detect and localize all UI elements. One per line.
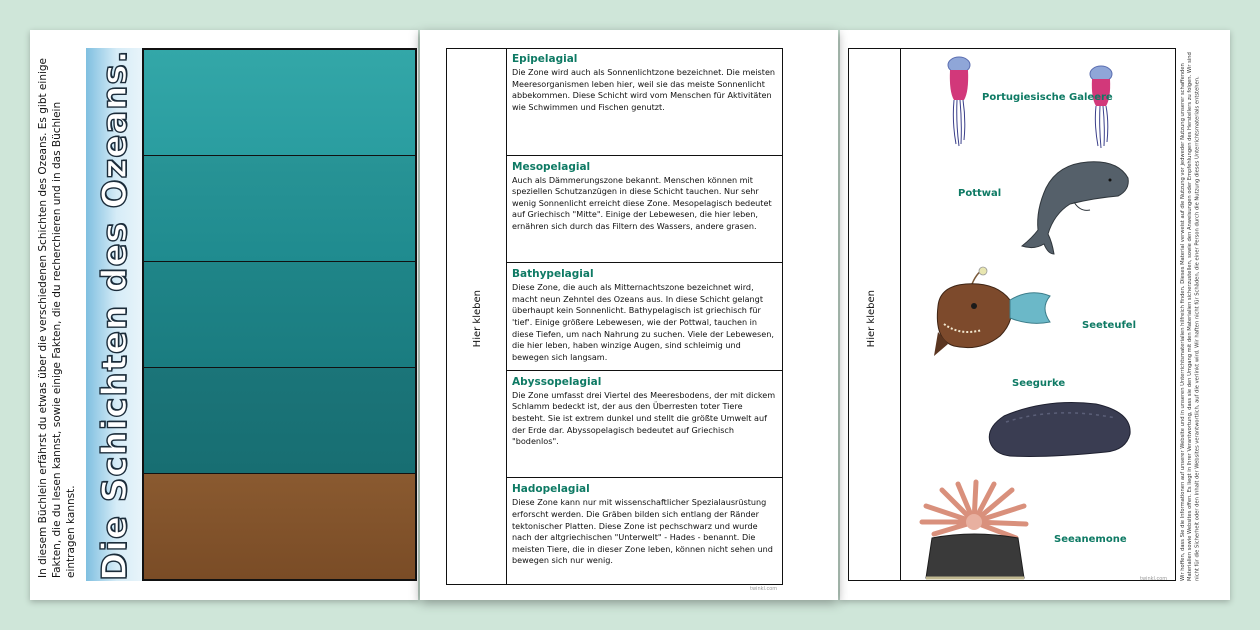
zone-title: Abyssopelagial xyxy=(512,375,602,388)
animal-label: Seeteufel xyxy=(1082,320,1137,331)
glue-label: Hier kleben xyxy=(472,290,483,348)
zone-epipelagial xyxy=(507,48,783,156)
ocean-layers-panel xyxy=(142,48,417,581)
disclaimer-text: Wir hoffen, dass Sie die Informationen auf unserer Website und in unseren Unterrichtsmaterialien hilfreich finden. Dieses Material verweist auf die Nutzung vor jedweder Nutzung unserer schaffenden Materialien sowie Websites offen. Es liegt in Ihrer Verantwortung, dass sie den Umgang mit den Materialien sicherzustellen, sowie den Anweisungen oder Empfehlungen des Herstellers zu folgen. Wir sind nicht für die Sicherheit oder den Inhalt der Websites verantwortlich, auf die verlinkt wird. Wir haften nicht für Schäden, die einer Person durch die Nutzung dieses Unterrichtsmaterials entstehen. xyxy=(1180,52,1201,581)
intro-text: In diesem Büchlein erfährst du etwas über die verschiedenen Schichten des Ozeans. Es gibt einige Fakten, die du lesen kannst, sowie einige Fakten, die du recherchieren und in das Büchlein eintragen kannst. xyxy=(37,57,77,578)
footer-url: twinkl.com xyxy=(750,586,778,592)
sea-anemone-icon xyxy=(914,478,1040,580)
sea-cucumber-icon xyxy=(986,398,1134,460)
zone-text: Die Zone wird auch als Sonnenlichtzone bezeichnet. Die meisten Meeresorganismen leben hier, weil sie das meiste Sonnenlicht abbekommen. Diese Schicht wird vom Menschen für Aktivitäten wie Schwimmen und Fischen genutzt. xyxy=(512,67,776,112)
zone-text: Diese Zone, die auch als Mitternachtszone bezeichnet wird, macht neun Zehntel des Ozeans aus. In diese Schicht gelangt überhaupt kein Sonnenlicht. Bathypelagisch ist griechisch für 'tief'. Einige größere Lebewesen, wie der Pottwal, tauchen in diese Tiefen, um nach Nahrung zu suchen. Viele der Lebewesen, die hier leben, haben winzige Augen, sind schleimig und bewegen sich langsam. xyxy=(512,282,774,362)
zone-title: Hadopelagial xyxy=(512,483,590,496)
animal-label: Portugiesische Galeere xyxy=(982,92,1113,103)
zone-hadopelagial xyxy=(507,478,783,585)
zone-abyssopelagial xyxy=(507,371,783,479)
band-hadopelagic xyxy=(144,474,415,579)
band-epipelagic xyxy=(144,50,415,156)
animal-label: Seegurke xyxy=(1012,378,1066,389)
zone-bathypelagial xyxy=(507,263,783,371)
zone-mesopelagial xyxy=(507,156,783,264)
animal-label: Pottwal xyxy=(958,188,1002,199)
glue-label: Hier kleben xyxy=(866,290,877,348)
footer-url: twinkl.com xyxy=(1140,576,1168,582)
band-abyssopelagic xyxy=(144,368,415,474)
page-title: Die Schichten des Ozeans. xyxy=(95,49,135,581)
zones-list xyxy=(507,48,783,585)
zone-text: Diese Zone kann nur mit wissenschaftlicher Spezialausrüstung erforscht werden. Die Gräben bilden sich entlang der Ränder tektonischer Platten. Diese Zone ist pechschwarz und wurde nach der altgriechischen "Unterwelt" - Hades - benannt. Die meisten Tiere, die in dieser Zone leben, können nicht sehen und bewegen sich nur wenig. xyxy=(512,497,773,566)
zone-title: Epipelagial xyxy=(512,53,578,65)
zone-text: Auch als Dämmerungszone bekannt. Menschen können mit speziellen Schutzanzügen in diese Schicht tauchen. Nur sehr wenig Sonnenlicht erreicht diese Zone. Mesopelagisch bedeutet auf Griechisch "Mitte". Einige der Lebewesen, die hier leben, ernähren sich durch das Filtern des Wassers, andere grasen. xyxy=(512,174,772,231)
jellyfish-icon xyxy=(944,52,974,147)
sperm-whale-icon xyxy=(1018,158,1130,258)
zone-title: Mesopelagial xyxy=(512,160,591,173)
anglerfish-icon xyxy=(930,266,1054,362)
jellyfish-icon xyxy=(1086,62,1116,152)
zone-title: Bathypelagial xyxy=(512,268,594,281)
zone-text: Die Zone umfasst drei Viertel des Meeresbodens, der mit dickem Schlamm bedeckt ist, der aus den Überresten toter Tiere besteht. Sie ist extrem dunkel und stellt die größte Umwelt auf der Erde dar. Abyssopelagisch bedeutet auf Griechisch "bodenlos". xyxy=(512,389,776,447)
band-mesopelagic xyxy=(144,156,415,262)
band-bathypelagic xyxy=(144,262,415,368)
animal-label: Seeanemone xyxy=(1054,534,1127,545)
